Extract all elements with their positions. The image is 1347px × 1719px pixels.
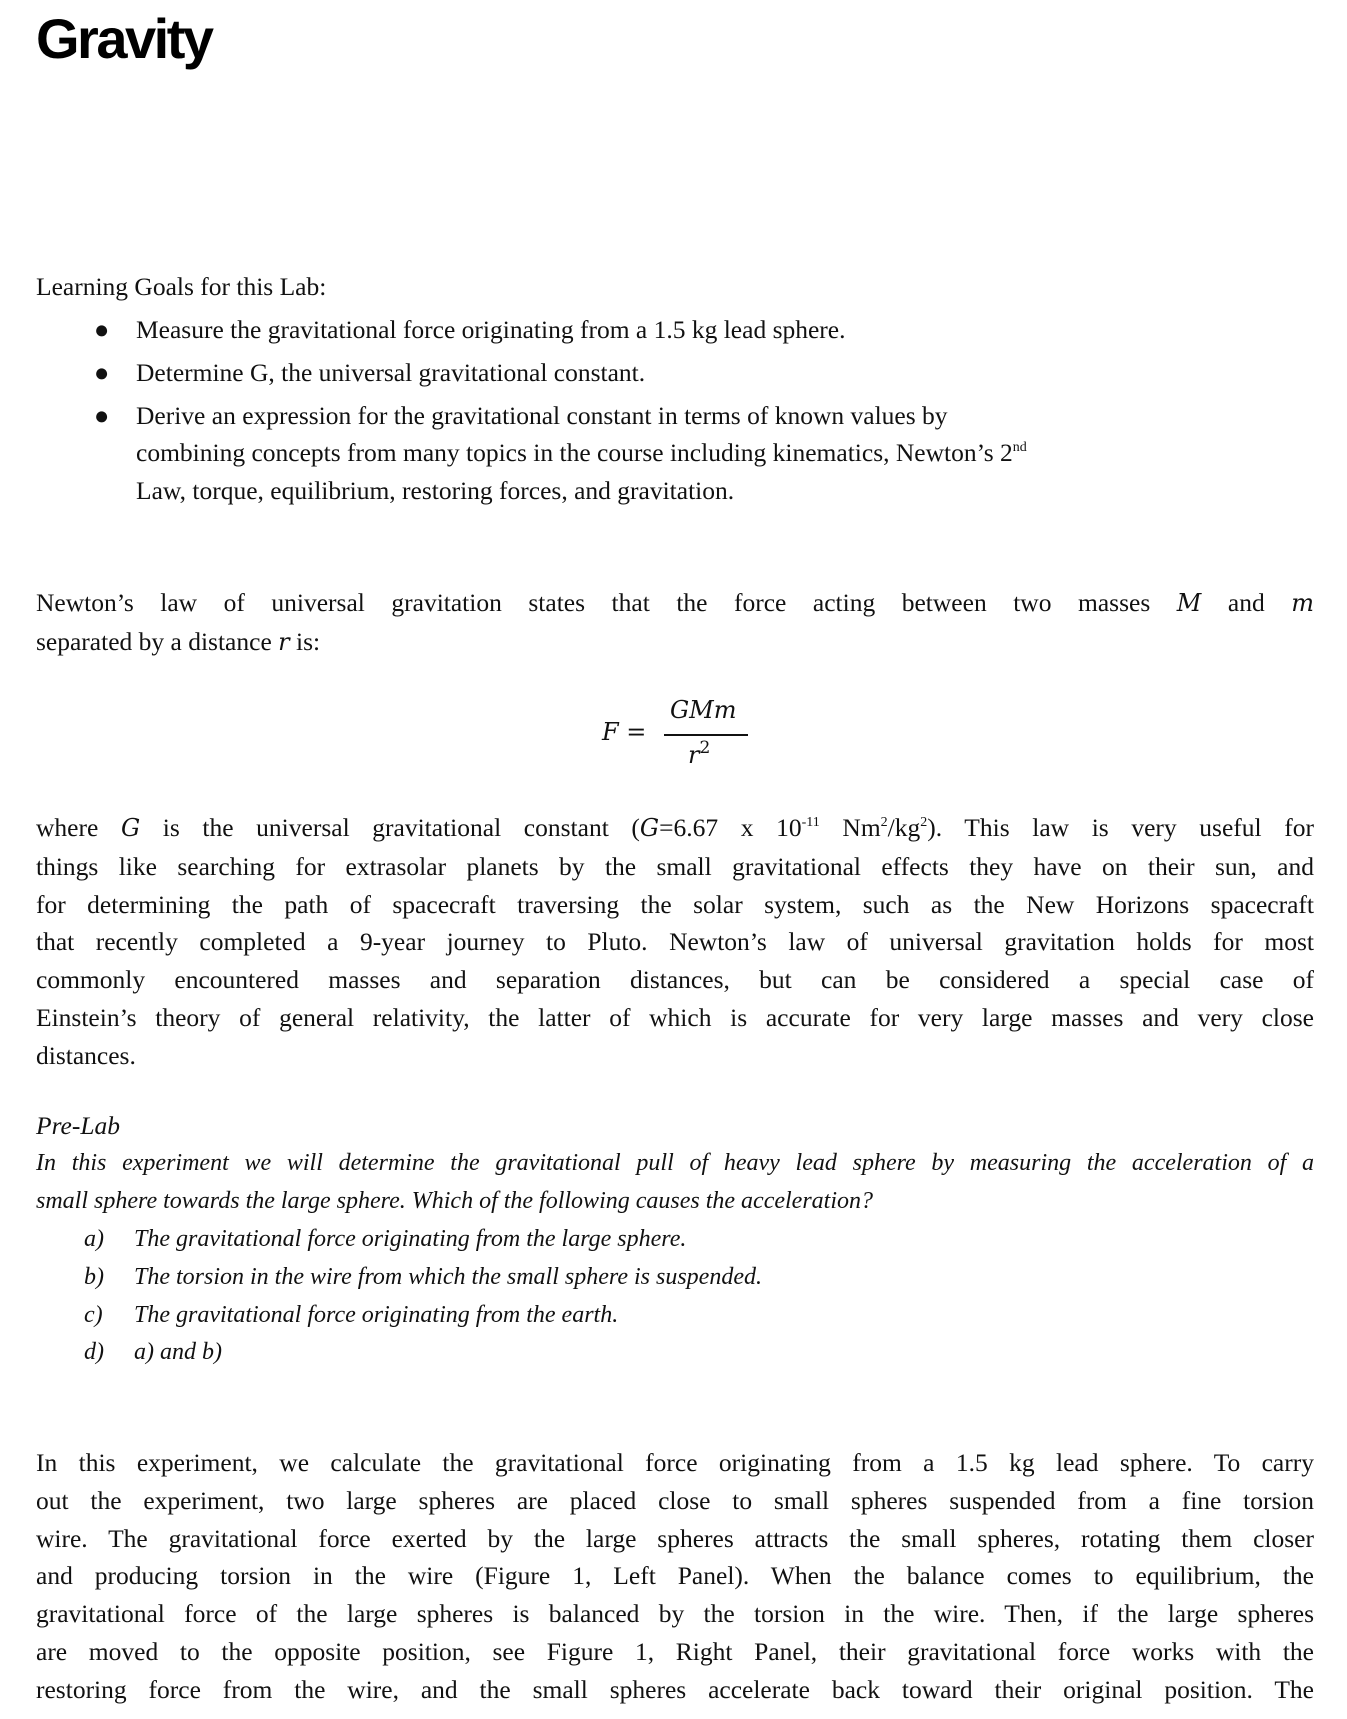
- superscript: -11: [801, 815, 820, 830]
- goal-text: Measure the gravitational force originating from a 1.5 kg lead sphere.: [136, 315, 846, 344]
- option-label: b): [84, 1263, 104, 1290]
- superscript: 2: [920, 815, 928, 830]
- text-line: In this experiment, we calculate the gravitational force originating from a 1.5 kg lead sphere. To carry: [36, 1448, 1314, 1477]
- math-var: G: [639, 814, 660, 842]
- intro-paragraph: [36, 584, 1314, 662]
- text-line: wire. The gravitational force exerted by the large spheres attracts the small spheres, rotating them closer: [36, 1523, 1314, 1553]
- option-text: a) and b): [134, 1339, 222, 1366]
- option-item: [36, 1259, 762, 1297]
- option-item: [36, 1221, 762, 1259]
- text: and: [1227, 588, 1265, 617]
- math-var: m: [1291, 589, 1315, 617]
- page-title: Gravity: [36, 7, 212, 70]
- gravitation-equation: [560, 690, 820, 780]
- text-line: small sphere towards the large sphere. Which of the following causes the acceleration?: [36, 1187, 873, 1214]
- goal-item: [36, 311, 1314, 349]
- equation-numerator: GMm: [670, 696, 737, 724]
- goal-item: [36, 354, 1314, 392]
- text-line: for determining the path of spacecraft traversing the solar system, such as the New Horizons spacecraft: [36, 889, 1314, 919]
- text-line: distances.: [36, 1040, 136, 1070]
- text: is the universal gravitational constant (: [162, 813, 640, 842]
- goal-text: Law, torque, equilibrium, restoring forces, and gravitation.: [136, 476, 735, 506]
- option-item: [36, 1334, 762, 1372]
- option-label: a): [84, 1226, 104, 1252]
- goal-text: Derive an expression for the gravitational constant in terms of known values by: [136, 400, 948, 430]
- option-text: The gravitational force originating from the earth.: [134, 1301, 619, 1328]
- experiment-paragraph: [36, 1444, 1314, 1709]
- prelab-heading: Pre-Lab: [36, 1111, 121, 1140]
- equation-lhs: F =: [602, 718, 647, 746]
- math-var: r: [278, 627, 290, 656]
- text-line: are moved to the opposite position, see Figure 1, Right Panel, their gravitational force works with the: [36, 1636, 1314, 1666]
- bullet-icon: ●: [94, 315, 110, 344]
- goal-item: [36, 397, 1314, 510]
- superscript: nd: [1012, 440, 1027, 456]
- text-line: and producing torsion in the wire (Figure 1, Left Panel). When the balance comes to equilibrium, the: [36, 1561, 1314, 1591]
- text: is:: [296, 626, 321, 656]
- option-label: c): [84, 1301, 103, 1328]
- option-label: d): [84, 1339, 104, 1366]
- text-line: commonly encountered masses and separation distances, but can be considered a special case of: [36, 965, 1314, 995]
- math-var: M: [1176, 589, 1202, 617]
- bullet-icon: ●: [94, 357, 110, 387]
- text: /kg: [887, 813, 921, 842]
- text-line: Einstein’s theory of general relativity, the latter of which is accurate for very large masses and very close: [36, 1002, 1314, 1032]
- text-line: gravitational force of the large spheres is balanced by the torsion in the wire. Then, if the large spheres: [36, 1599, 1314, 1629]
- text-line: that recently completed a 9-year journey to Pluto. Newton’s law of universal gravitation holds for most: [36, 927, 1314, 957]
- text: Newton’s law of universal gravitation states that the force acting between two masses: [36, 588, 1151, 617]
- prelab-options: [36, 1221, 762, 1372]
- text-line: things like searching for extrasolar planets by the small gravitational effects they have on their sun, and: [36, 851, 1314, 881]
- math-var: G: [120, 814, 141, 842]
- text-line: In this experiment we will determine the gravitational pull of heavy lead sphere by measuring the acceleration of a: [36, 1150, 1314, 1176]
- superscript: 2: [880, 815, 888, 830]
- learning-goals-heading: Learning Goals for this Lab:: [36, 272, 327, 301]
- text: where: [36, 813, 99, 842]
- option-text: The torsion in the wire from which the small sphere is suspended.: [134, 1263, 762, 1290]
- text: =6.67 x 10: [659, 813, 802, 842]
- text: Nm: [819, 813, 881, 842]
- denominator-var: r: [688, 741, 700, 769]
- prelab-question: [36, 1145, 1314, 1221]
- goal-text: combining concepts from many topics in the course including kinematics, Newton’s 2: [136, 438, 1013, 468]
- text-line: out the experiment, two large spheres are placed close to small spheres suspended from a fine torsion: [36, 1485, 1314, 1515]
- fraction-bar: [664, 734, 748, 736]
- text: separated by a distance: [36, 626, 272, 656]
- text-line: restoring force from the wire, and the small spheres accelerate back toward their original position. The: [36, 1674, 1314, 1704]
- where-paragraph: [36, 809, 1314, 1075]
- bullet-icon: ●: [94, 400, 110, 430]
- learning-goals-list: [36, 311, 1314, 515]
- equation-denominator: [688, 738, 710, 769]
- goal-text: Determine G, the universal gravitational constant.: [136, 357, 646, 387]
- option-text: The gravitational force originating from the large sphere.: [134, 1226, 687, 1252]
- exponent: 2: [699, 738, 711, 758]
- text: ). This law is very useful for: [927, 813, 1314, 842]
- option-item: [36, 1297, 762, 1335]
